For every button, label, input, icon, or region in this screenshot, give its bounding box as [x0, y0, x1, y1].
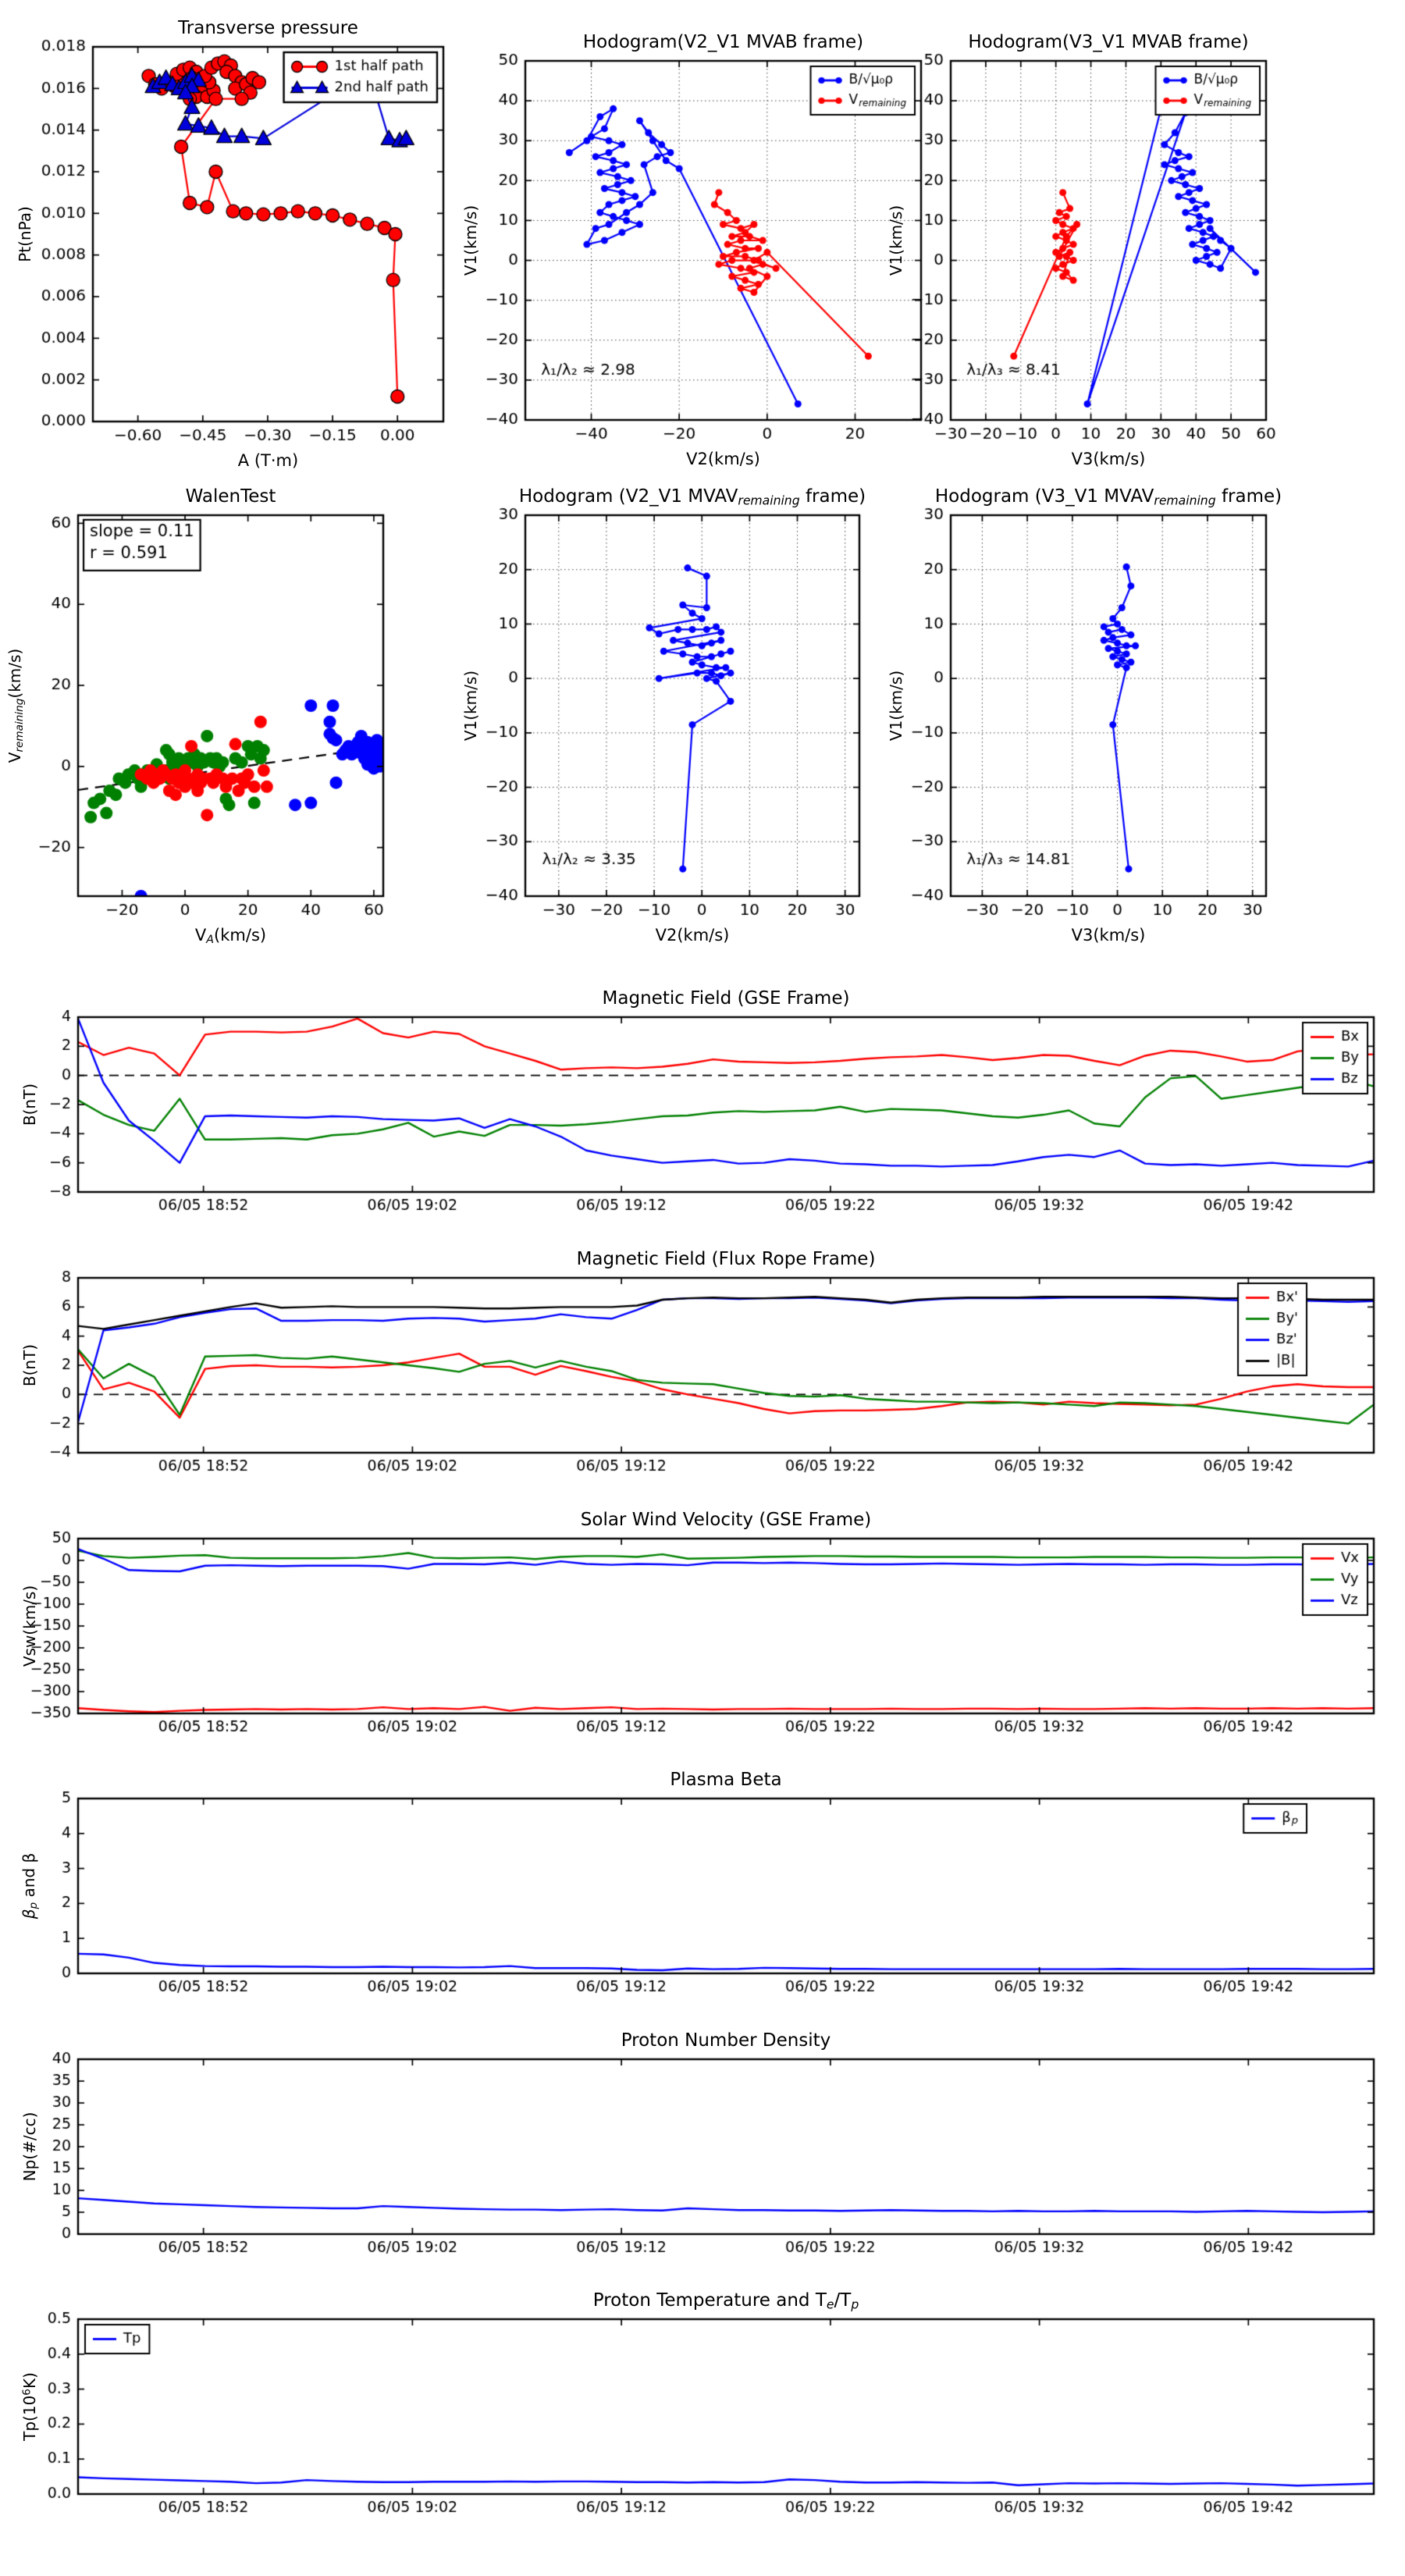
- plot-title: Hodogram (V2_V1 MVAVremaining frame): [518, 486, 866, 508]
- plot-transverse-pressure: [16, 18, 443, 470]
- plot-hodogram-v2v1-mvav-remaining: [461, 486, 866, 945]
- panel-title: Magnetic Field (GSE Frame): [602, 988, 850, 1009]
- y-axis-label: B(nT): [20, 1083, 39, 1126]
- plot-title: Hodogram(V2_V1 MVAB frame): [582, 32, 864, 52]
- plot-walen-test: [5, 486, 383, 946]
- panel-proton-density: [20, 2030, 1374, 2234]
- panel-title: Solar Wind Velocity (GSE Frame): [580, 1510, 872, 1530]
- plot-hodogram-v3v1-mvav-remaining: [887, 486, 1282, 945]
- plot-title: Hodogram(V3_V1 MVAB frame): [968, 32, 1249, 52]
- panel-magnetic-field-flux-rope: [20, 1249, 1374, 1453]
- y-axis-label: Pt(nPa): [16, 206, 34, 262]
- y-axis-label: B(nT): [20, 1343, 39, 1387]
- plot-hodogram-v2v1-mvab: [461, 32, 921, 468]
- panel-magnetic-field-gse: [20, 988, 1374, 1192]
- x-axis-label: V2(km/s): [655, 926, 730, 945]
- y-axis-label: βp and β: [20, 1852, 40, 1920]
- x-axis-label: VA(km/s): [194, 926, 267, 946]
- plot-title: Hodogram (V3_V1 MVAVremaining frame): [934, 486, 1282, 508]
- panel-title: Magnetic Field (Flux Rope Frame): [576, 1249, 876, 1269]
- y-axis-label: Vremaining(km/s): [5, 648, 26, 763]
- plot-title: WalenTest: [185, 486, 276, 507]
- panel-solar-wind-velocity: [20, 1510, 1374, 1713]
- x-axis-label: V2(km/s): [686, 450, 760, 468]
- y-axis-label: Vsw(km/s): [20, 1585, 39, 1667]
- x-axis-label: V3(km/s): [1071, 450, 1146, 468]
- panel-proton-temperature: [20, 2290, 1374, 2494]
- y-axis-label: V1(km/s): [887, 670, 905, 742]
- plot-title: Transverse pressure: [178, 18, 358, 38]
- panel-title: Proton Number Density: [621, 2030, 831, 2051]
- y-axis-label: V1(km/s): [461, 205, 480, 276]
- panel-title: Plasma Beta: [670, 1770, 782, 1790]
- x-axis-label: A (T·m): [237, 451, 299, 470]
- plot-hodogram-v3v1-mvab: [887, 32, 1266, 468]
- y-axis-label: $Tp(10^6K)$: [20, 2372, 39, 2441]
- panel-plasma-beta: [20, 1770, 1374, 1973]
- panel-title: Proton Temperature and Te/Tp: [592, 2290, 859, 2312]
- x-axis-label: V3(km/s): [1071, 926, 1146, 945]
- y-axis-label: V1(km/s): [461, 670, 480, 742]
- y-axis-label: Np(#/cc): [20, 2112, 39, 2182]
- y-axis-label: V1(km/s): [887, 205, 905, 276]
